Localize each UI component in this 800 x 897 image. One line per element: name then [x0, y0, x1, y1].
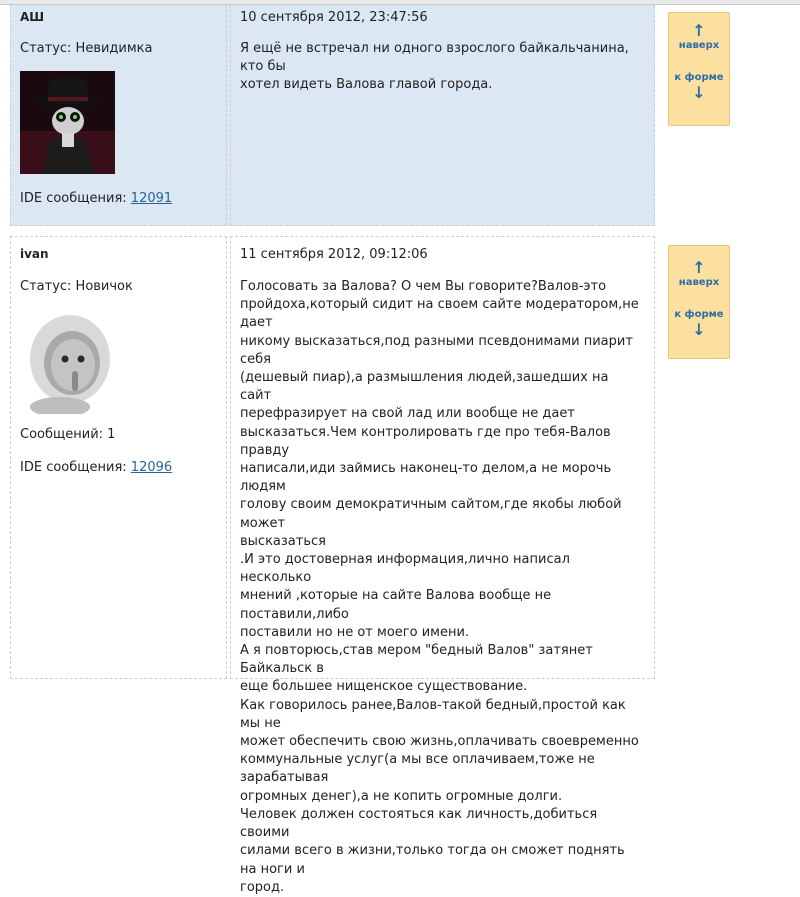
- avatar: [20, 71, 115, 174]
- post-date: 10 сентября 2012, 23:47:56: [240, 10, 428, 25]
- post-message-panel: [230, 236, 655, 895]
- arrow-down-icon[interactable]: ↓: [692, 83, 706, 102]
- post-author-panel: [10, 5, 227, 226]
- arrow-up-icon[interactable]: ↑: [692, 21, 706, 40]
- post-nav-box: [668, 245, 730, 359]
- message-id: [20, 191, 172, 206]
- to-form-link[interactable]: к форме: [674, 72, 724, 83]
- author-status: Статус: Невидимка: [20, 41, 153, 56]
- avatar: [20, 311, 114, 414]
- post-author-panel: [10, 236, 227, 679]
- author-name[interactable]: ivan: [20, 247, 49, 261]
- post-date: 11 сентября 2012, 09:12:06: [240, 247, 428, 262]
- arrow-up-icon[interactable]: ↑: [692, 258, 706, 277]
- back-to-top-link[interactable]: наверх: [678, 40, 720, 51]
- author-name[interactable]: АШ: [20, 10, 45, 24]
- avatar-child-photo-image: [20, 311, 114, 414]
- back-to-top-link[interactable]: наверх: [678, 277, 720, 288]
- avatar-invisible-man-image: [20, 71, 115, 174]
- message-id-link[interactable]: 12091: [130, 191, 173, 206]
- post-message-panel: [230, 5, 655, 226]
- author-posts-count: Сообщений: 1: [20, 427, 116, 442]
- forum-post: [10, 5, 655, 226]
- arrow-down-icon[interactable]: ↓: [692, 320, 706, 339]
- message-id: [20, 460, 172, 475]
- forum-post: [10, 236, 655, 895]
- message-id-label: IDE сообщения:: [20, 191, 131, 206]
- message-id-link[interactable]: 12096: [130, 460, 173, 475]
- post-text: Голосовать за Валова? О чем Вы говорите?Валов-это пройдоха,который сидит на своем сайте модератором,не дает никому высказаться,под разными псевдонимами пиарит себя (дешевый пиар),а размышления людей,зашедших на сайт перефразирует на свой лад или вообще не дает высказаться.Чем контролировать где про тебя-Валов правду написали,иди займись наконец-то делом,а не морочь людям голову своим демократичным сайтом,где якобы любой может высказаться .И это достоверная информация,лично написал несколько мнений ,которые на сайте Валова вообще не поставили,либо поставили но не от моего имени. А я повторюсь,став мером "бедный Валов" затянет Байкальск в еще большее нищенское существование. Как говорилось ранее,Валов-такой бедный,простой как мы не может обеспечить свою жизнь,оплачивать своевременно коммунальные услуг(а мы все оплачиваем,тоже не зарабатывая огромных денег),а не копить огромные долги. Человек должен состояться как личность,добиться своими силами всего в жизни,только тогда он сможет поднять на ноги и город.: [240, 279, 639, 895]
- post-text: Я ещё не встречал ни одного взрослого байкальчанина, кто бы хотел видеть Валова главой города.: [240, 41, 629, 93]
- author-status: Статус: Новичок: [20, 279, 133, 294]
- to-form-link[interactable]: к форме: [674, 309, 724, 320]
- post-nav-box: [668, 12, 730, 126]
- message-id-label: IDE сообщения:: [20, 460, 131, 475]
